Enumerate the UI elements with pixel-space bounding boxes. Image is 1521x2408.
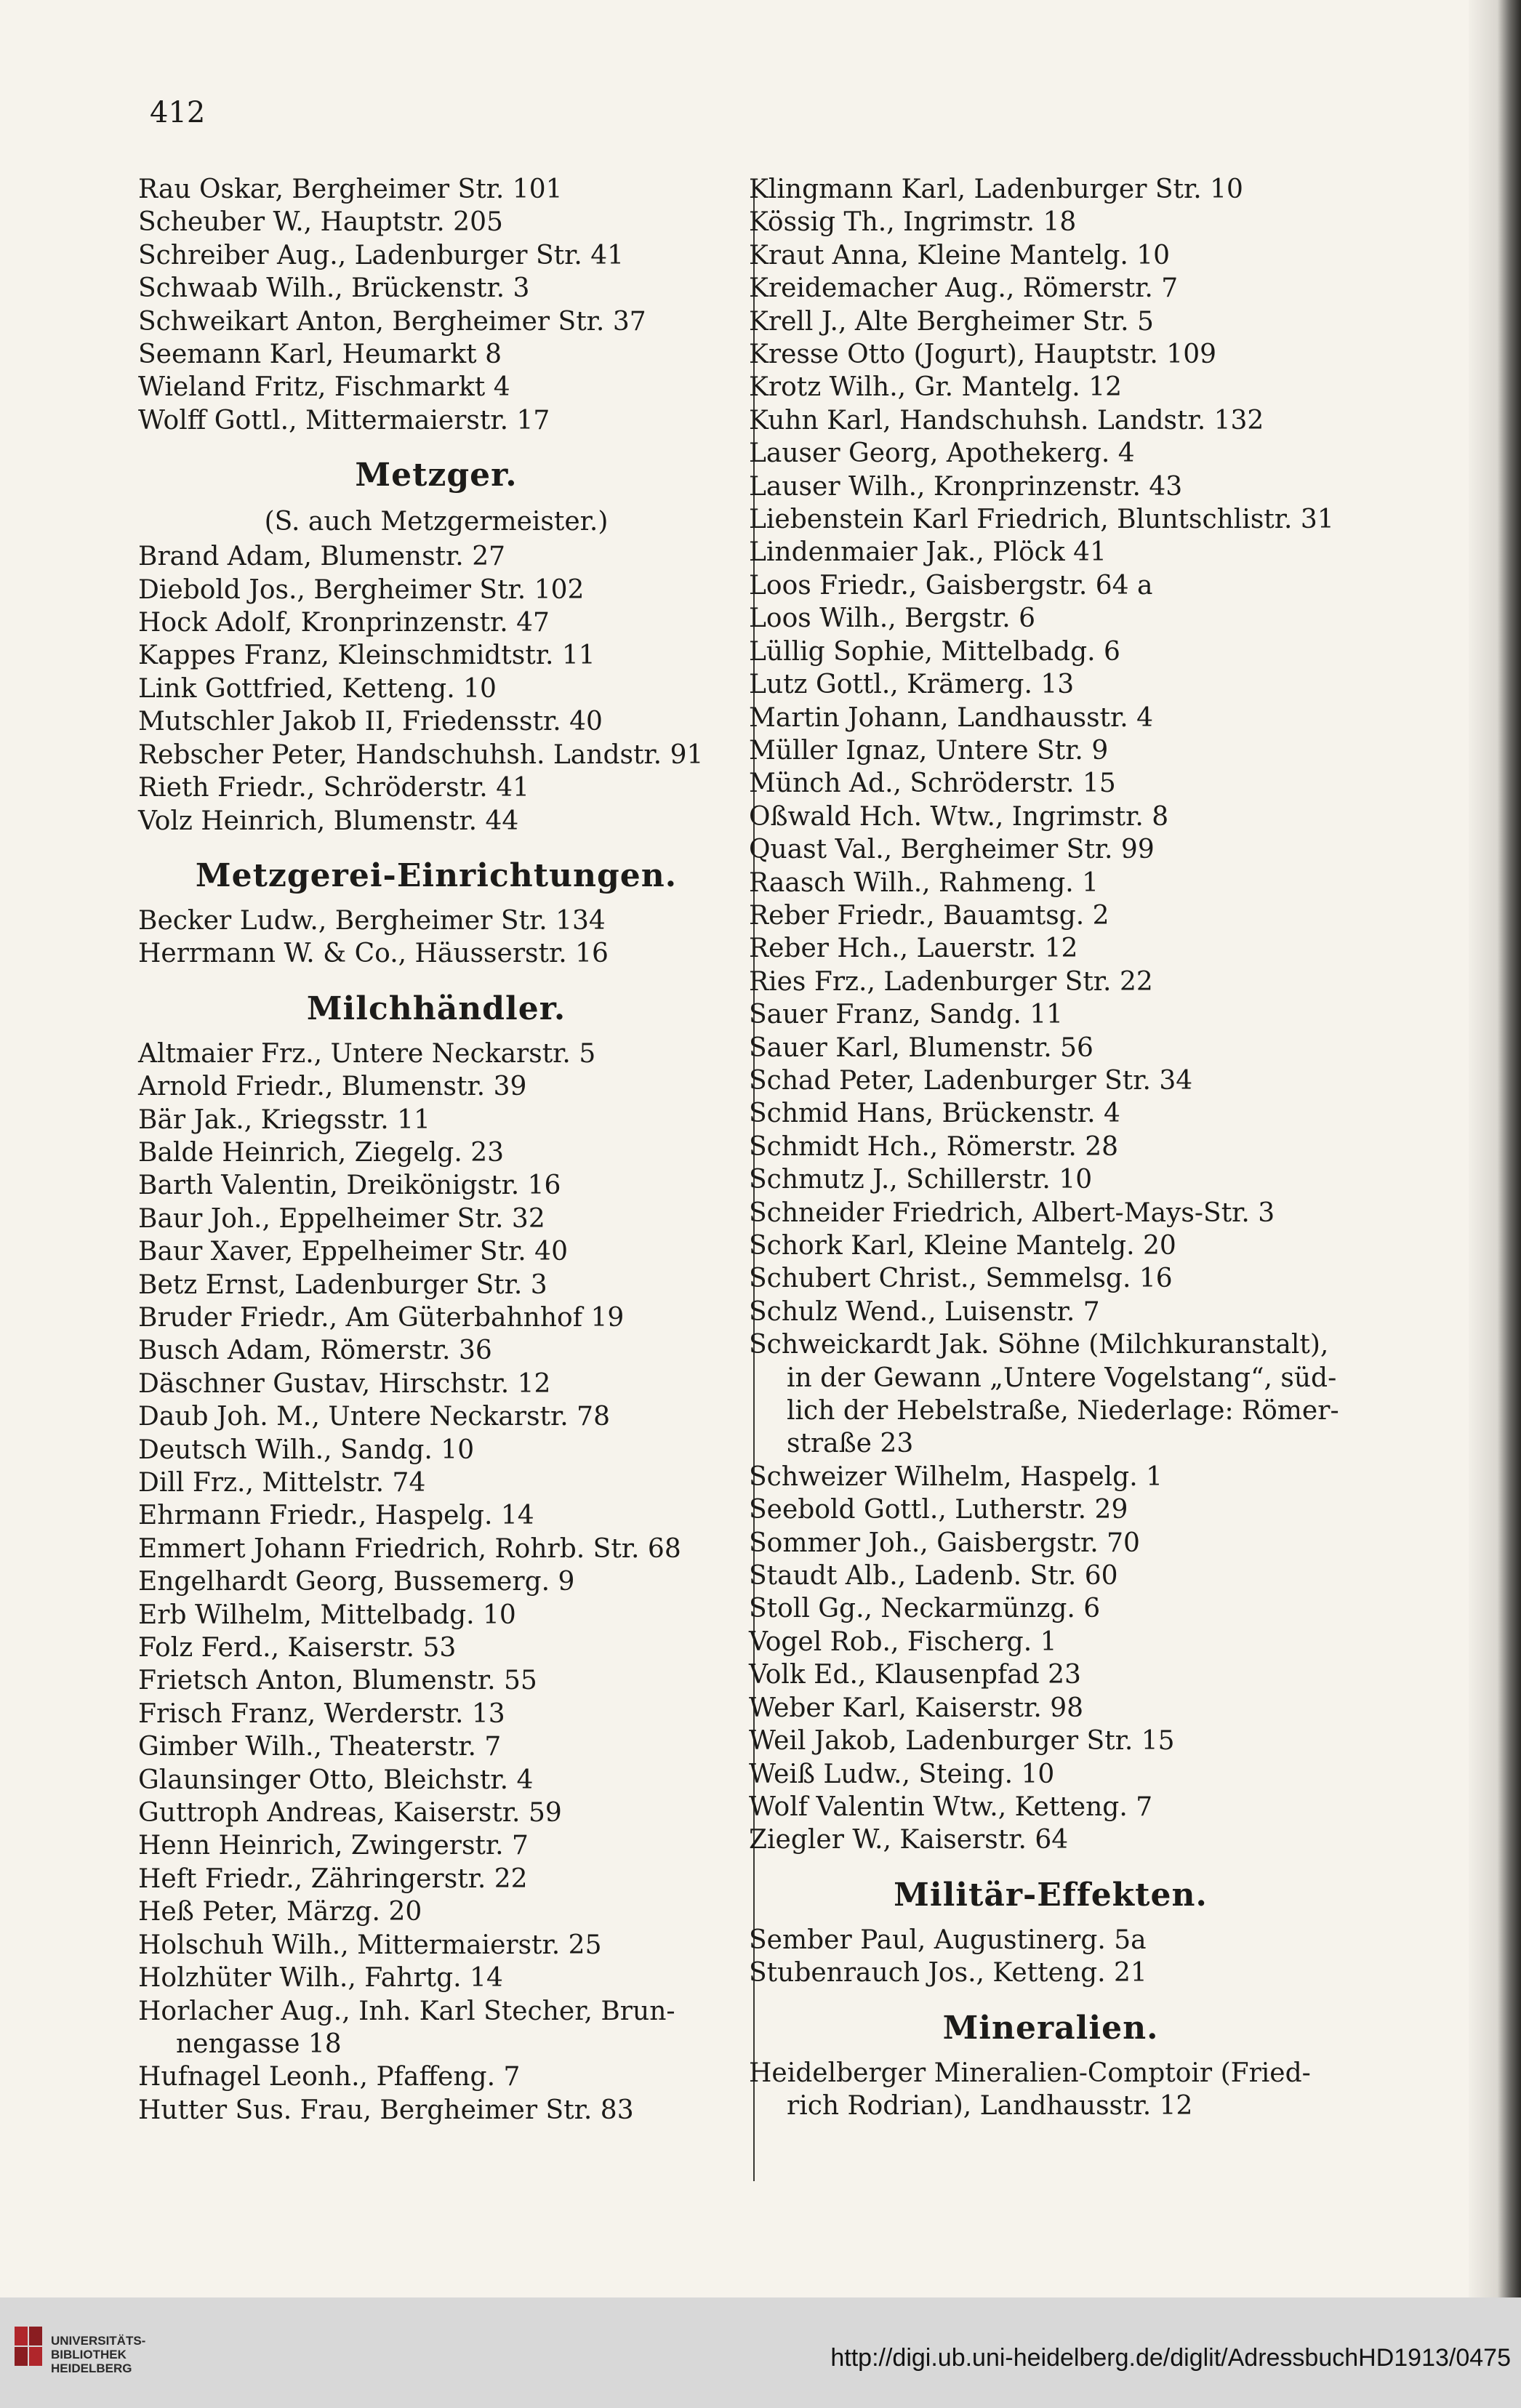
directory-entry: Schad Peter, Ladenburger Str. 34 [749,1065,1193,1096]
directory-entry: Schmidt Hch., Römerstr. 28 [749,1131,1119,1162]
directory-entry: Horlacher Aug., Inh. Karl Stecher, Brun- [138,1996,675,2026]
directory-entry: Liebenstein Karl Friedrich, Bluntschlistr. 31 [749,505,1334,535]
directory-entry: Betz Ernst, Ladenburger Str. 3 [138,1269,547,1300]
section-note: (S. auch Metzgermeister.) [264,507,609,537]
section-heading: Milchhändler. [306,990,566,1027]
directory-entry: Wieland Fritz, Fischmarkt 4 [138,372,510,403]
directory-entry: Schweikart Anton, Bergheimer Str. 37 [138,306,646,337]
directory-entry: Engelhardt Georg, Bussemerg. 9 [138,1567,575,1597]
directory-entry: Diebold Jos., Bergheimer Str. 102 [138,574,585,605]
directory-entry: Dill Frz., Mittelstr. 74 [138,1468,426,1498]
directory-entry: Schulz Wend., Luisenstr. 7 [749,1296,1100,1327]
directory-entry: Däschner Gustav, Hirschstr. 12 [138,1368,551,1399]
section-heading: Militär-Effekten. [894,1876,1208,1914]
directory-entry: Gimber Wilh., Theaterstr. 7 [138,1732,502,1762]
directory-entry: Frietsch Anton, Blumenstr. 55 [138,1666,537,1696]
directory-entry: Emmert Johann Friedrich, Rohrb. Str. 68 [138,1533,681,1564]
directory-entry: Arnold Friedr., Blumenstr. 39 [138,1072,527,1102]
directory-entry: Seebold Gottl., Lutherstr. 29 [749,1495,1128,1525]
directory-entry: Daub Joh. M., Untere Neckarstr. 78 [138,1402,610,1432]
directory-entry: Rieth Friedr., Schröderstr. 41 [138,773,529,803]
directory-entry: Hutter Sus. Frau, Bergheimer Str. 83 [138,2095,634,2125]
library-name-line: HEIDELBERG [51,2361,132,2375]
directory-entry: Stubenrauch Jos., Ketteng. 21 [749,1958,1147,1988]
directory-entry: Lauser Georg, Apothekerg. 4 [749,438,1135,469]
directory-entry: Heß Peter, Märzg. 20 [138,1897,422,1927]
directory-entry: Holzhüter Wilh., Fahrtg. 14 [138,1963,503,1994]
viewer-footer [0,2297,1521,2408]
left-column [138,173,734,2127]
directory-entry: Loos Friedr., Gaisbergstr. 64 a [749,570,1153,601]
directory-entry: Schreiber Aug., Ladenburger Str. 41 [138,240,625,270]
directory-entry: Kössig Th., Ingrimstr. 18 [749,207,1077,238]
directory-entry: Weil Jakob, Ladenburger Str. 15 [749,1726,1175,1757]
directory-entry: Schork Karl, Kleine Mantelg. 20 [749,1231,1176,1261]
directory-entry: Ziegler W., Kaiserstr. 64 [749,1825,1069,1855]
directory-entry-continuation: straße 23 [787,1429,914,1459]
directory-entry: Lauser Wilh., Kronprinzenstr. 43 [749,471,1183,502]
directory-entry: Müller Ignaz, Untere Str. 9 [749,735,1109,766]
directory-entry: Rebscher Peter, Handschuhsh. Landstr. 91 [138,739,704,770]
directory-entry: Heft Friedr., Zähringerstr. 22 [138,1863,528,1894]
directory-entry: Sauer Franz, Sandg. 11 [749,1000,1064,1030]
directory-entry: Baur Xaver, Eppelheimer Str. 40 [138,1237,568,1267]
directory-entry: Weiß Ludw., Steing. 10 [749,1759,1055,1789]
directory-entry: Reber Friedr., Bauamtsg. 2 [749,900,1109,931]
section-heading: Metzgerei-Einrichtungen. [195,856,678,894]
directory-entry: Baur Joh., Eppelheimer Str. 32 [138,1203,545,1234]
directory-entry: Brand Adam, Blumenstr. 27 [138,542,506,572]
directory-entry: Schubert Christ., Semmelsg. 16 [749,1264,1173,1294]
directory-entry: Sauer Karl, Blumenstr. 56 [749,1032,1093,1063]
directory-entry: Barth Valentin, Dreikönigstr. 16 [138,1171,561,1201]
directory-entry: Sommer Joh., Gaisbergstr. 70 [749,1528,1140,1558]
directory-entry: Rau Oskar, Bergheimer Str. 101 [138,174,563,204]
directory-entry: Oßwald Hch. Wtw., Ingrimstr. 8 [749,801,1169,832]
directory-entry: Lüllig Sophie, Mittelbadg. 6 [749,636,1120,667]
directory-entry: Lindenmaier Jak., Plöck 41 [749,537,1107,568]
page-edge-shadow [1469,0,1521,2297]
directory-entry: Henn Heinrich, Zwingerstr. 7 [138,1831,529,1861]
directory-entry: Lutz Gottl., Krämerg. 13 [749,670,1075,700]
directory-entry: Herrmann W. & Co., Häusserstr. 16 [138,939,609,969]
directory-entry: Holschuh Wilh., Mittermaierstr. 25 [138,1930,602,1960]
directory-entry-continuation: rich Rodrian), Landhausstr. 12 [787,2090,1193,2121]
directory-entry: Klingmann Karl, Ladenburger Str. 10 [749,174,1243,204]
directory-entry: Volz Heinrich, Blumenstr. 44 [138,806,519,836]
directory-entry: Scheuber W., Hauptstr. 205 [138,207,503,238]
directory-entry: Loos Wilh., Bergstr. 6 [749,603,1036,634]
directory-entry: Volk Ed., Klausenpfad 23 [749,1660,1081,1690]
directory-entry: Sember Paul, Augustinerg. 5a [749,1925,1147,1955]
directory-entry: Bär Jak., Kriegsstr. 11 [138,1104,430,1135]
directory-entry: Vogel Rob., Fischerg. 1 [749,1626,1057,1657]
directory-entry: Glaunsinger Otto, Bleichstr. 4 [138,1765,534,1795]
directory-entry: Bruder Friedr., Am Güterbahnhof 19 [138,1302,625,1333]
directory-entry: Deutsch Wilh., Sandg. 10 [138,1434,475,1465]
page-number: 412 [150,96,206,129]
directory-entry: Schweizer Wilhelm, Haspelg. 1 [749,1461,1163,1492]
directory-entry: Becker Ludw., Bergheimer Str. 134 [138,905,606,936]
directory-entry: Ries Frz., Ladenburger Str. 22 [749,966,1153,997]
library-logo-icon [13,2325,45,2369]
directory-entry: Schmid Hans, Brückenstr. 4 [749,1099,1120,1129]
directory-entry: Schneider Friedrich, Albert-Mays-Str. 3 [749,1197,1275,1228]
directory-entry: Altmaier Frz., Untere Neckarstr. 5 [138,1038,596,1069]
directory-entry: Mutschler Jakob II, Friedensstr. 40 [138,707,603,737]
section-heading: Metzger. [355,457,518,494]
directory-entry: Guttroph Andreas, Kaiserstr. 59 [138,1798,562,1829]
directory-entry: Schweickardt Jak. Söhne (Milchkuranstalt), [749,1330,1329,1360]
directory-entry: Kappes Franz, Kleinschmidtstr. 11 [138,641,595,671]
directory-entry: Kraut Anna, Kleine Mantelg. 10 [749,240,1171,270]
directory-entry: Krell J., Alte Bergheimer Str. 5 [749,306,1154,337]
directory-entry: Ehrmann Friedr., Haspelg. 14 [138,1501,534,1531]
directory-entry: Link Gottfried, Ketteng. 10 [138,673,497,704]
directory-entry: Raasch Wilh., Rahmeng. 1 [749,867,1099,898]
directory-entry: Münch Ad., Schröderstr. 15 [749,768,1116,799]
directory-entry: Reber Hch., Lauerstr. 12 [749,934,1078,964]
library-name [51,2334,196,2375]
directory-entry: Stoll Gg., Neckarmünzg. 6 [749,1594,1101,1624]
directory-entry: Balde Heinrich, Ziegelg. 23 [138,1137,505,1168]
library-name-line: BIBLIOTHEK [51,2348,127,2361]
directory-entry: Wolf Valentin Wtw., Ketteng. 7 [749,1791,1153,1822]
directory-entry-continuation: nengasse 18 [176,2028,342,2059]
directory-entry: Wolff Gottl., Mittermaierstr. 17 [138,405,550,436]
directory-entry: Kreidemacher Aug., Römerstr. 7 [749,273,1179,304]
directory-entry-continuation: in der Gewann „Untere Vogelstang“, süd- [787,1362,1337,1393]
directory-entry: Kuhn Karl, Handschuhsh. Landstr. 132 [749,405,1264,436]
directory-entry: Erb Wilhelm, Mittelbadg. 10 [138,1600,516,1630]
directory-entry: Staudt Alb., Ladenb. Str. 60 [749,1561,1118,1592]
directory-entry: Seemann Karl, Heumarkt 8 [138,340,502,370]
section-heading: Mineralien. [942,2009,1159,2047]
directory-entry: Quast Val., Bergheimer Str. 99 [749,835,1155,865]
directory-entry: Weber Karl, Kaiserstr. 98 [749,1693,1084,1723]
right-column [749,173,1352,2122]
directory-entry: Busch Adam, Römerstr. 36 [138,1336,492,1366]
directory-entry: Hock Adolf, Kronprinzenstr. 47 [138,608,550,638]
directory-entry: Schwaab Wilh., Brückenstr. 3 [138,273,530,304]
directory-entry: Martin Johann, Landhausstr. 4 [749,702,1154,733]
library-name-line: UNIVERSITÄTS- [51,2334,146,2348]
directory-entry-continuation: lich der Hebelstraße, Niederlage: Römer- [787,1396,1339,1426]
directory-entry: Hufnagel Leonh., Pfaffeng. 7 [138,2062,521,2092]
directory-entry: Folz Ferd., Kaiserstr. 53 [138,1633,457,1663]
directory-entry: Kresse Otto (Jogurt), Hauptstr. 109 [749,340,1217,370]
directory-entry: Frisch Franz, Werderstr. 13 [138,1698,505,1729]
directory-entry: Schmutz J., Schillerstr. 10 [749,1165,1093,1195]
directory-entry: Heidelberger Mineralien-Comptoir (Fried- [749,2058,1311,2088]
directory-entry: Krotz Wilh., Gr. Mantelg. 12 [749,372,1122,403]
source-url[interactable]: http://digi.ub.uni-heidelberg.de/diglit/AdressbuchHD1913/0475 [830,2344,1511,2372]
